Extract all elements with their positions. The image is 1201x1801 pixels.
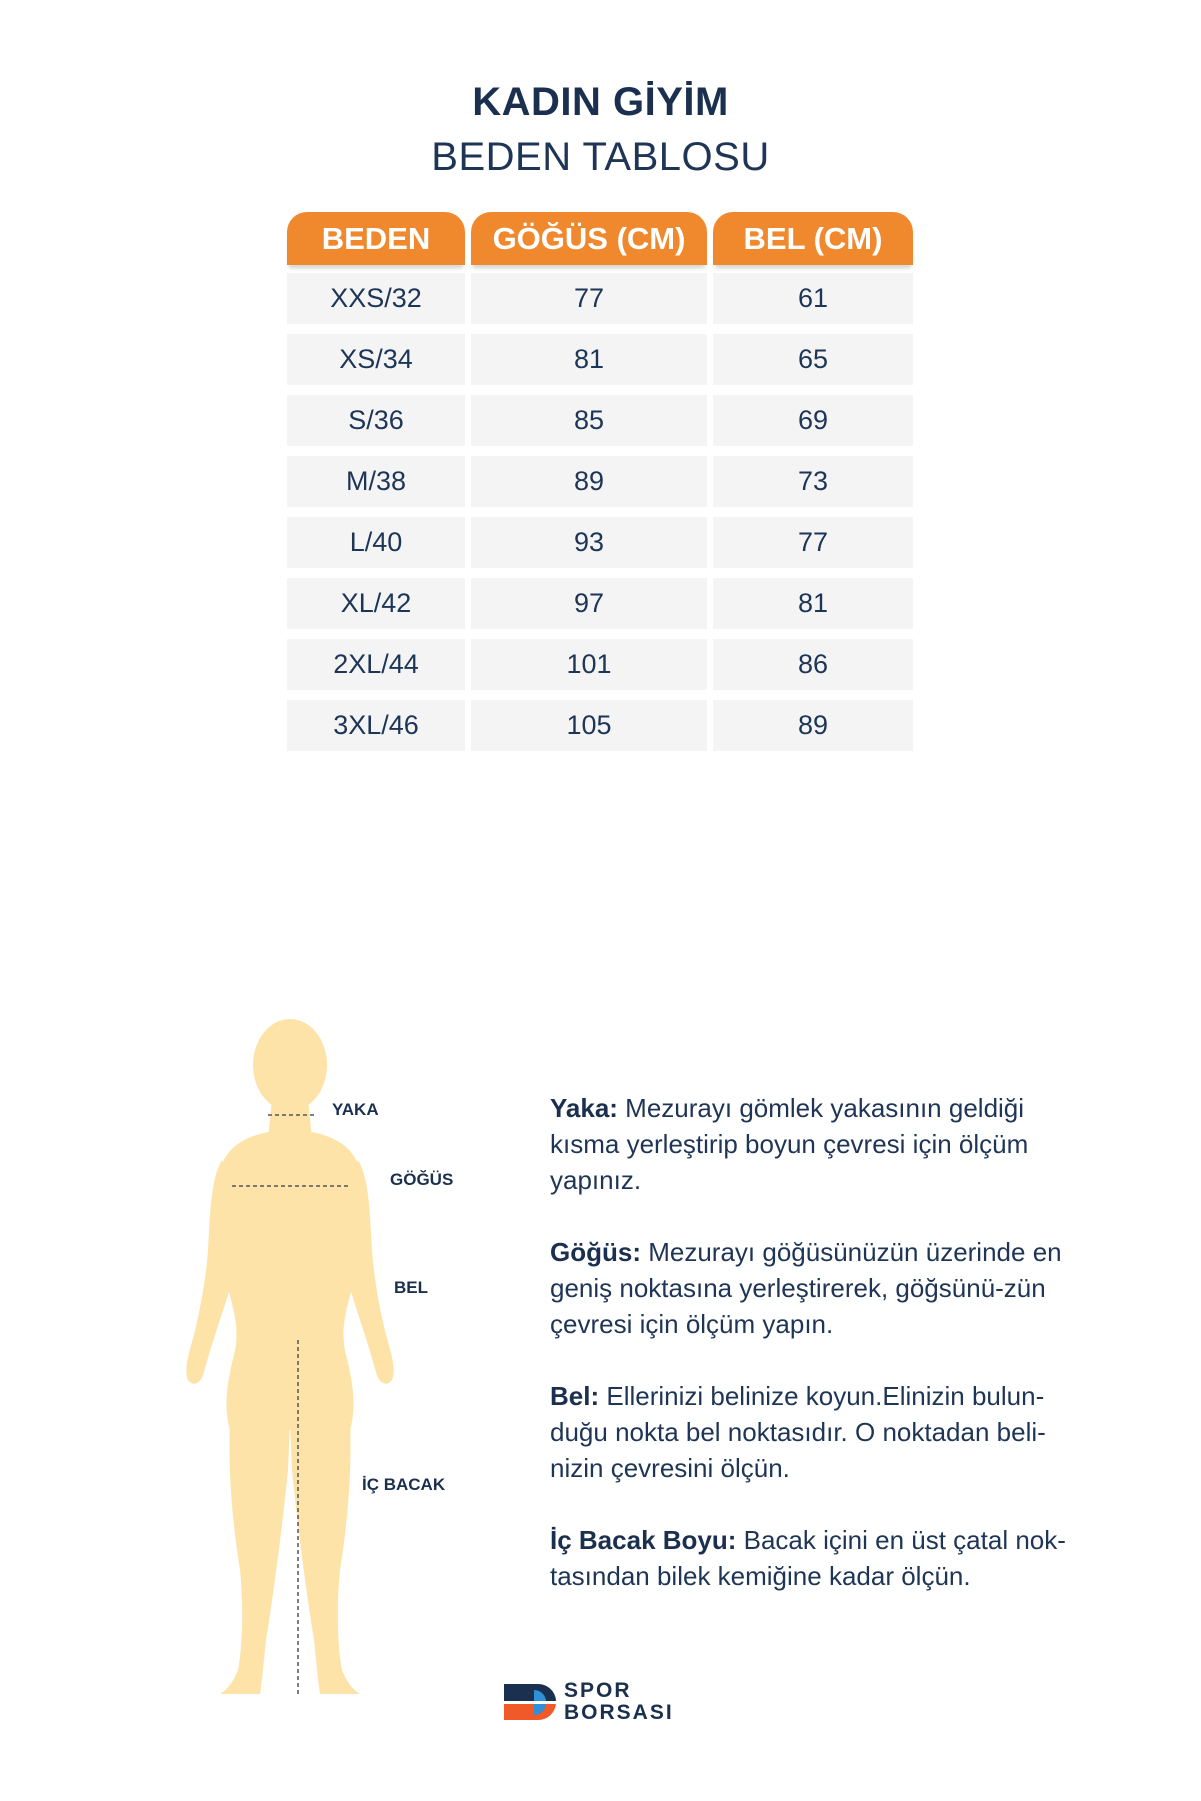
logo-text xyxy=(564,1680,674,1724)
instruction-yaka xyxy=(550,1090,1090,1198)
table-row xyxy=(287,639,913,690)
instruction-text: Mezurayı göğüsünüzün üzerinde en geniş noktasına yerleştirerek, göğsünü-zün çevresi için ölçüm yapın. xyxy=(550,1237,1062,1339)
label-bel: BEL xyxy=(394,1278,428,1297)
page-subtitle: BEDEN TABLOSU xyxy=(431,135,770,179)
instruction-ic-bacak xyxy=(550,1522,1090,1594)
cell-size: XS/34 xyxy=(287,334,465,385)
table-row xyxy=(287,273,913,324)
cell-size: XL/42 xyxy=(287,578,465,629)
cell-chest: 85 xyxy=(471,395,707,446)
instruction-bel xyxy=(550,1378,1090,1486)
cell-waist: 69 xyxy=(713,395,913,446)
cell-chest: 101 xyxy=(471,639,707,690)
cell-size: L/40 xyxy=(287,517,465,568)
instruction-term: Göğüs: xyxy=(550,1237,641,1267)
instruction-gogus xyxy=(550,1234,1090,1342)
cell-waist: 77 xyxy=(713,517,913,568)
logo-mark-icon xyxy=(500,1682,558,1722)
instruction-text: Mezurayı gömlek yakasının geldiği kısma yerleştirip boyun çevresi için ölçüm yapınız. xyxy=(550,1093,1029,1195)
cell-waist: 86 xyxy=(713,639,913,690)
table-row xyxy=(287,517,913,568)
cell-waist: 81 xyxy=(713,578,913,629)
logo-line-1: SPOR xyxy=(564,1679,632,1702)
cell-size: 3XL/46 xyxy=(287,700,465,751)
label-ic-bacak: İÇ BACAK xyxy=(362,1475,446,1494)
cell-waist: 61 xyxy=(713,273,913,324)
table-row xyxy=(287,395,913,446)
brand-logo xyxy=(500,1680,710,1728)
label-yaka: YAKA xyxy=(332,1100,379,1119)
measurement-instructions xyxy=(550,1090,1090,1630)
cell-waist: 89 xyxy=(713,700,913,751)
instruction-term: Bel: xyxy=(550,1381,600,1411)
label-gogus: GÖĞÜS xyxy=(390,1170,454,1189)
table-row xyxy=(287,700,913,751)
cell-size: S/36 xyxy=(287,395,465,446)
cell-chest: 77 xyxy=(471,273,707,324)
table-row xyxy=(287,334,913,385)
cell-chest: 81 xyxy=(471,334,707,385)
header-bel: BEL (CM) xyxy=(713,212,913,265)
cell-size: 2XL/44 xyxy=(287,639,465,690)
logo-line-2: BORSASI xyxy=(564,1701,674,1724)
instruction-term: İç Bacak Boyu: xyxy=(550,1525,737,1555)
instruction-text: Ellerinizi belinize koyun.Elinizin bulun-duğu nokta bel noktasıdır. O noktadan beli-nizin çevresini ölçün. xyxy=(550,1381,1046,1483)
header-gogus: GÖĞÜS (CM) xyxy=(471,212,707,265)
table-header xyxy=(287,212,913,265)
cell-chest: 89 xyxy=(471,456,707,507)
body-silhouette-icon xyxy=(186,1019,393,1694)
cell-waist: 73 xyxy=(713,456,913,507)
size-table xyxy=(287,212,913,761)
cell-waist: 65 xyxy=(713,334,913,385)
instruction-term: Yaka: xyxy=(550,1093,618,1123)
cell-size: XXS/32 xyxy=(287,273,465,324)
table-body xyxy=(287,273,913,751)
cell-size: M/38 xyxy=(287,456,465,507)
table-row xyxy=(287,456,913,507)
page-title: KADIN GİYİM xyxy=(472,80,729,124)
header-beden: BEDEN xyxy=(287,212,465,265)
cell-chest: 105 xyxy=(471,700,707,751)
body-silhouette-illustration xyxy=(180,1010,420,1700)
instruction-text: Bacak içini en üst çatal nok-tasından bilek kemiğine kadar ölçün. xyxy=(550,1525,1066,1591)
table-row xyxy=(287,578,913,629)
cell-chest: 97 xyxy=(471,578,707,629)
cell-chest: 93 xyxy=(471,517,707,568)
